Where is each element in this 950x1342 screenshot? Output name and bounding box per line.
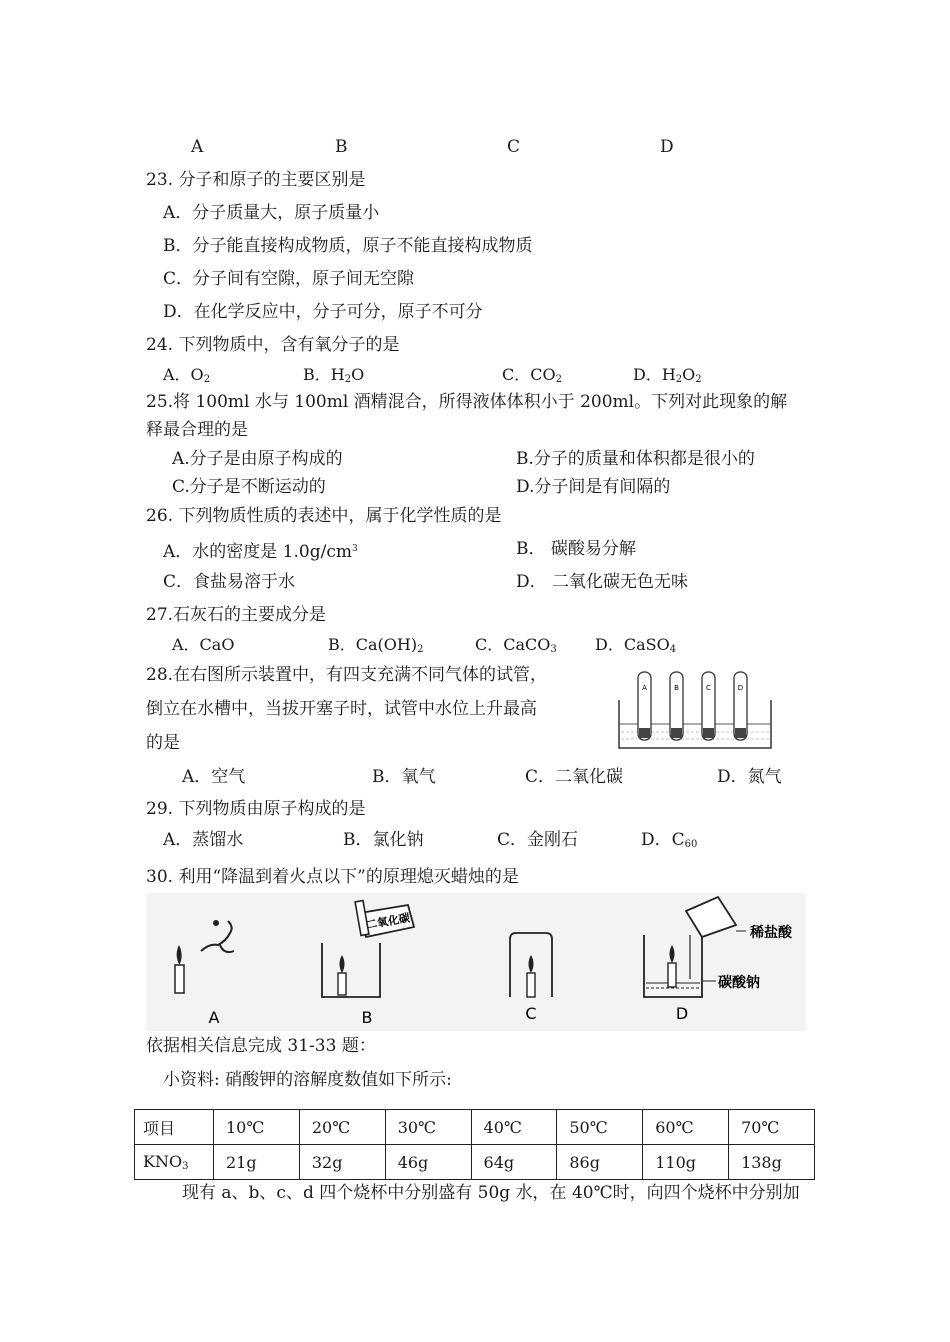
table-cell: 21g xyxy=(214,1145,300,1180)
q29-stem: 29. 下列物质由原子构成的是 xyxy=(146,799,366,819)
table-header-cell: 30℃ xyxy=(385,1110,471,1145)
q26-option-c: C．食盐易溶于水 xyxy=(163,572,296,592)
table-cell: 110g xyxy=(643,1145,729,1180)
q23-option-b: B．分子能直接构成物质，原子不能直接构成物质 xyxy=(163,236,533,256)
test-tube-a xyxy=(638,672,651,740)
q27-option-c: C．CaCO$_3$ xyxy=(475,635,557,655)
q23-stem: 23. 分子和原子的主要区别是 xyxy=(146,170,366,190)
q30-stem: 30. 利用“降温到着火点以下”的原理熄灭蜡烛的是 xyxy=(146,867,519,887)
svg-text:A: A xyxy=(642,684,647,692)
q26-option-d: D． 二氧化碳无色无味 xyxy=(516,572,689,592)
figure-d-label: D xyxy=(675,1004,689,1023)
q28-option-b: B．氧气 xyxy=(372,767,436,787)
table-header-cell: 10℃ xyxy=(214,1110,300,1145)
q25-option-b: B.分子的质量和体积都是很小的 xyxy=(516,449,755,469)
q24-option-b: B．$H_2O$ xyxy=(303,365,365,385)
q26-option-b: B． 碳酸易分解 xyxy=(516,539,636,559)
table-row xyxy=(135,1145,815,1180)
q28-line3: 的是 xyxy=(146,733,180,753)
q22-option-a: A xyxy=(191,137,204,157)
q27-option-d: D．CaSO$_4$ xyxy=(595,635,677,655)
table-header-cell: 40℃ xyxy=(471,1110,557,1145)
q25-option-a: A.分子是由原子构成的 xyxy=(172,449,343,469)
table-header-cell: 50℃ xyxy=(557,1110,643,1145)
q25-option-d: D.分子间是有间隔的 xyxy=(516,477,671,497)
svg-text:C: C xyxy=(706,684,711,692)
q27-stem: 27.石灰石的主要成分是 xyxy=(146,605,327,625)
carbonate-label: 碳酸钠 xyxy=(718,975,760,991)
figure-b-label: B xyxy=(361,1008,373,1027)
q22-option-b: B xyxy=(335,137,348,157)
q24-option-a: A．$O_2$ xyxy=(163,365,211,385)
q27-option-b: B．$Ca(OH)_2$ xyxy=(328,635,424,655)
kno3-solubility-table xyxy=(134,1109,815,1180)
q29-option-c: C．金刚石 xyxy=(497,830,579,850)
svg-text:B: B xyxy=(674,684,679,692)
info-note: 小资料: 硝酸钾的溶解度数值如下所示: xyxy=(163,1070,452,1090)
q24-option-c: C．$CO_2$ xyxy=(502,365,562,385)
table-cell: 64g xyxy=(471,1145,557,1180)
q26-stem: 26. 下列物质性质的表述中，属于化学性质的是 xyxy=(146,506,502,526)
table-cell: 138g xyxy=(729,1145,815,1180)
test-tube-d xyxy=(734,672,747,740)
figure-a-label: A xyxy=(208,1008,220,1027)
q28-option-c: C．二氧化碳 xyxy=(525,767,624,787)
q29-option-d: D．$C_{60}$ xyxy=(641,830,698,850)
q29-option-a: A．蒸馏水 xyxy=(163,830,244,850)
acid-label: 稀盐酸 xyxy=(750,925,792,941)
table-header-cell: 20℃ xyxy=(299,1110,385,1145)
q24-option-d: D．$H_2O_2$ xyxy=(633,365,702,385)
q26-option-a: A．水的密度是 $1.0g/cm^3$ xyxy=(163,542,358,562)
test-tube-c xyxy=(702,672,715,740)
table-cell: 86g xyxy=(557,1145,643,1180)
q23-option-c: C．分子间有空隙，原子间无空隙 xyxy=(163,269,415,289)
table-header-row xyxy=(135,1110,815,1145)
q29-option-b: B．氯化钠 xyxy=(343,830,424,850)
q28-line1: 28.在右图所示装置中，有四支充满不同气体的试管， xyxy=(146,665,548,685)
q25-option-c: C.分子是不断运动的 xyxy=(172,477,326,497)
table-header-cell: 70℃ xyxy=(729,1110,815,1145)
q25-stem-line2: 释最合理的是 xyxy=(146,420,248,440)
table-header-cell: 60℃ xyxy=(643,1110,729,1145)
svg-text:D: D xyxy=(737,684,744,692)
co2-bottle-label: 二氧化碳 xyxy=(365,911,411,932)
q25-stem-line1: 25.将 100ml 水与 100ml 酒精混合，所得液体体积小于 200ml。下列对此现象的解 xyxy=(146,392,788,412)
q28-option-d: D．氮气 xyxy=(717,767,782,787)
q28-line2: 倒立在水槽中，当拔开塞子时，试管中水位上升最高 xyxy=(146,699,537,719)
test-tube-b xyxy=(670,672,683,740)
q27-option-a: A．CaO xyxy=(172,635,235,654)
table-header-cell: 项目 xyxy=(135,1110,214,1145)
q28-test-tube-figure xyxy=(615,668,775,753)
q24-stem: 24. 下列物质中，含有氧分子的是 xyxy=(146,335,400,355)
q22-option-d: D xyxy=(660,137,674,157)
trailing-paragraph: 现有 a、b、c、d 四个烧杯中分别盛有 50g 水，在 40℃时，向四个烧杯中分别加 xyxy=(182,1183,800,1203)
q23-option-d: D．在化学反应中，分子可分，原子不可分 xyxy=(163,302,483,322)
info-intro: 依据相关信息完成 31-33 题： xyxy=(146,1036,376,1056)
q30-candle-figure xyxy=(146,893,806,1031)
figure-c-label: C xyxy=(525,1004,537,1023)
table-cell: 32g xyxy=(299,1145,385,1180)
q28-option-a: A．空气 xyxy=(182,767,246,787)
table-cell: 46g xyxy=(385,1145,471,1180)
table-row-label: $KNO_3$ xyxy=(135,1145,214,1180)
q23-option-a: A．分子质量大，原子质量小 xyxy=(163,203,380,223)
q22-option-c: C xyxy=(507,137,521,157)
